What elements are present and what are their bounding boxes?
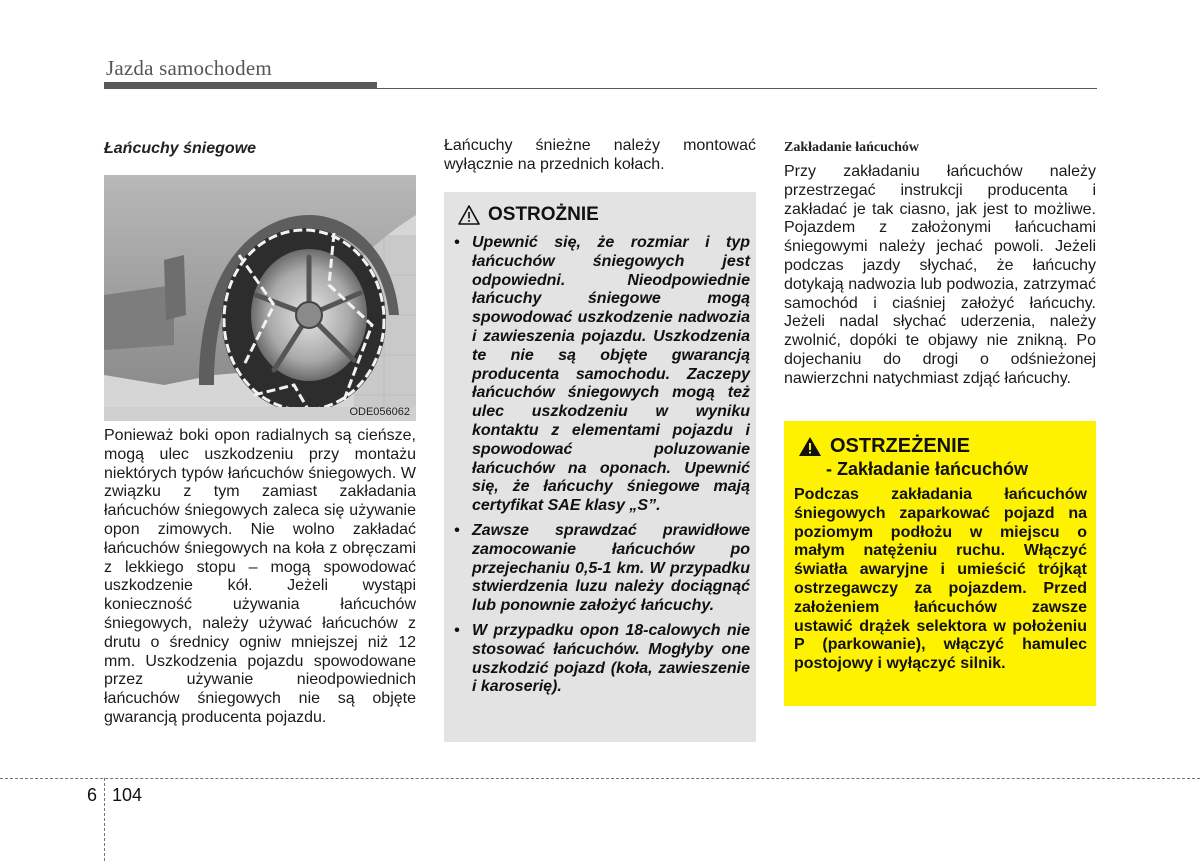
warning-subtitle: - Zakładanie łańcuchów [826, 459, 1029, 479]
warning-title: OSTRZEŻENIE [830, 435, 971, 457]
middle-intro-text: Łańcuchy śnieżne należy montować wyłącznie na przednich kołach. [444, 137, 756, 173]
page-header-title: Jazda samochodem [106, 56, 272, 80]
bullet: • [454, 621, 460, 639]
warning-triangle-icon [458, 205, 480, 225]
wheel-illustration [104, 175, 416, 421]
header-rule-thick [104, 82, 377, 89]
caution-item-text: Zawsze sprawdzać prawidłowe zamocowanie łańcuchów po przejechaniu 0,5-1 km. W przypadku stwierdzenia luzu należy dociągnąć lub ponownie założyć łańcuchy. [472, 521, 750, 615]
warning-box [784, 421, 1096, 706]
caution-item-text: Upewnić się, że rozmiar i typ łańcuchów śniegowych jest odpowiedni. Nieodpowiednie łańcuchy śniegowe mogą spowodować uszkodzenie nadwozia i zawieszenia pojazdu. Uszkodzenia te nie są objęte gwarancją producenta samochodu. Zaczepy łańcuchów śniegowych mogą też ulec uszkodzeniu w wyniku kontaktu z elementami pojazdu i spowodować poluzowanie łańcuchów na oponach. Upewnić się, że łańcuchy śniegowe mają certyfikat SAE klasy „S”. [472, 234, 750, 515]
chapter-number: 6 [87, 785, 98, 805]
header-rule-thin [377, 88, 1097, 89]
warning-body: Podczas zakładania łańcuchów śniegowych zaparkować pojazd na poziomym podłożu w miejscu o małym natężeniu ruchu. Włączyć światła awaryjne i umieścić trójkąt ostrzegawczy za pojazdem. Przed założeniem łańcuchów zawsze ustawić drążek selektora w położeniu P (parkowanie), włączyć hamulec postojowy i wyłączyć silnik. [794, 486, 1087, 673]
caution-item [452, 622, 750, 697]
caution-box [444, 192, 756, 742]
caution-item [452, 234, 750, 516]
caution-list [452, 234, 750, 703]
bullet: • [454, 521, 460, 539]
footer-dashed-rule [0, 778, 1200, 779]
footer-dashed-divider [104, 778, 105, 861]
right-section-heading: Zakładanie łańcuchów [784, 140, 919, 155]
section-heading: Łańcuchy śniegowe [104, 140, 257, 157]
caution-item [452, 522, 750, 616]
left-body-text: Ponieważ boki opon radialnych są cieńsze, mogą ulec uszkodzeniu przy montażu niektórych typów łańcuchów śniegowych. W związku z tym zamiast zakładania łańcuchów śniegowych zaleca się używanie opon zimowych. Nie wolno zakładać łańcuchów śniegowych na koła z obręczami z lekkiego stopu – mogą spowodować uszkodzenie kół. Jeżeli wystąpi konieczność używania łańcuchów śniegowych, należy używać łańcuchów z drutu o średnicy ogniw mniejszej niż 12 mm. Uszkodzenia pojazdu spowodowane przez używanie nieodpowiednich łańcuchów śniegowych nie są objęte gwarancją producenta pojazdu. [104, 427, 416, 726]
page-number: 104 [112, 785, 143, 805]
bullet: • [454, 234, 460, 251]
warning-title-row [798, 435, 970, 458]
caution-title-row [458, 204, 599, 226]
warning-triangle-filled-icon [798, 436, 822, 457]
right-body-text: Przy zakładaniu łańcuchów należy przestrzegać instrukcji producenta i zakładać je tak ciasno, jak jest to możliwe. Pojazdem z założonymi łańcuchami śniegowymi należy jechać powoli. Jeżeli podczas jazdy słychać, że łańcuchy dotykają nadwozia lub podwozia, zatrzymać samochód i ciaśniej założyć łańcuchy. Jeżeli nadal słychać uderzenia, należy zwolnić, dopóki te objawy nie znikną. Po dojechaniu do drogi o odśnieżonej nawierzchni natychmiast zdjąć łańcuchy. [784, 163, 1096, 387]
image-code: ODE056062 [349, 406, 410, 418]
caution-title: OSTROŻNIE [488, 204, 599, 225]
wheel-snow-chain-photo [104, 175, 416, 421]
caution-item-text: W przypadku opon 18-calowych nie stosować łańcuchów. Mogłyby one uszkodzić pojazd (koła, zawieszenie i karoserię). [472, 621, 750, 696]
